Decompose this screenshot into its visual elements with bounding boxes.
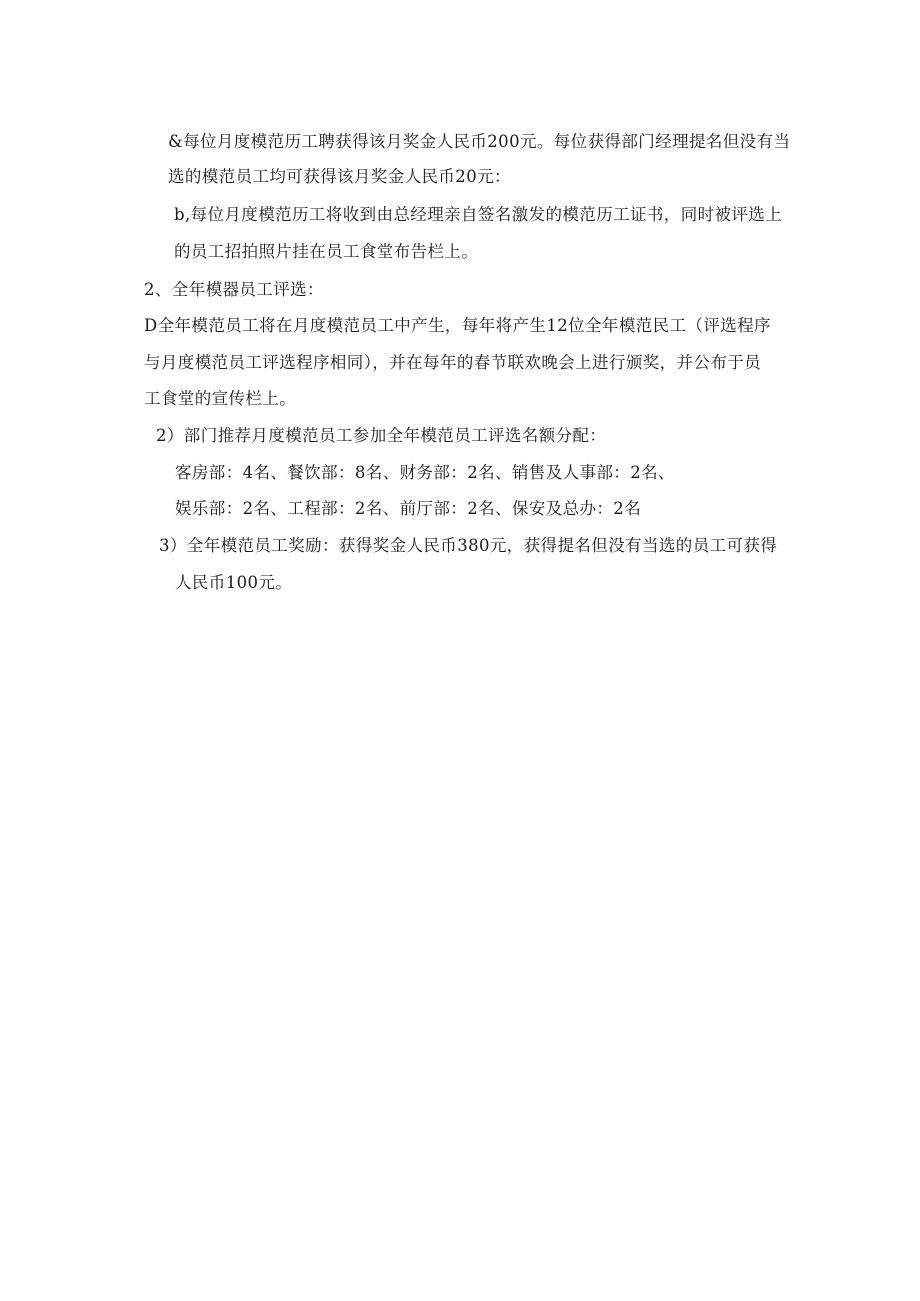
section-heading-2: 2、全年模器员工评选： <box>144 280 324 299</box>
text-line-9: 2）部门推荐月度模范员工参加全年模范员工评选名额分配： <box>156 426 607 445</box>
text-line-4: 的员工招拍照片挂在员工食堂布告栏上。 <box>174 242 479 261</box>
text-line-1: &每位月度模范历工聘获得该月奖金人民币200元。每位获得部门经理提名但没有当 <box>168 132 791 151</box>
quota-line-2: 娱乐部：2名、工程部：2名、前厅部：2名、保安及总办：2名 <box>175 499 642 518</box>
text-line-8: 工食堂的宣传栏上。 <box>144 389 297 408</box>
text-line-2: 选的模范员工均可获得该月奖金人民币20元： <box>168 167 511 186</box>
text-line-13: 人民币100元。 <box>175 573 293 592</box>
quota-line-1: 客房部：4名、餐饮部：8名、财务部：2名、销售及人事部：2名、 <box>175 463 675 482</box>
text-line-7: 与月度模范员工评选程序相同），并在每年的春节联欢晚会上进行颁奖，并公布于员 <box>144 353 762 372</box>
text-line-3: b,每位月度模范历工将收到由总经理亲自签名激发的模范历工证书，同时被评选上 <box>174 205 783 224</box>
text-line-6: D全年模范员工将在月度模范员工中产生，每年将产生12位全年模范民工（评选程序 <box>144 316 771 335</box>
text-line-12: 3）全年模范员工奖励：获得奖金人民币380元，获得提名但没有当选的员工可获得 <box>159 536 778 555</box>
